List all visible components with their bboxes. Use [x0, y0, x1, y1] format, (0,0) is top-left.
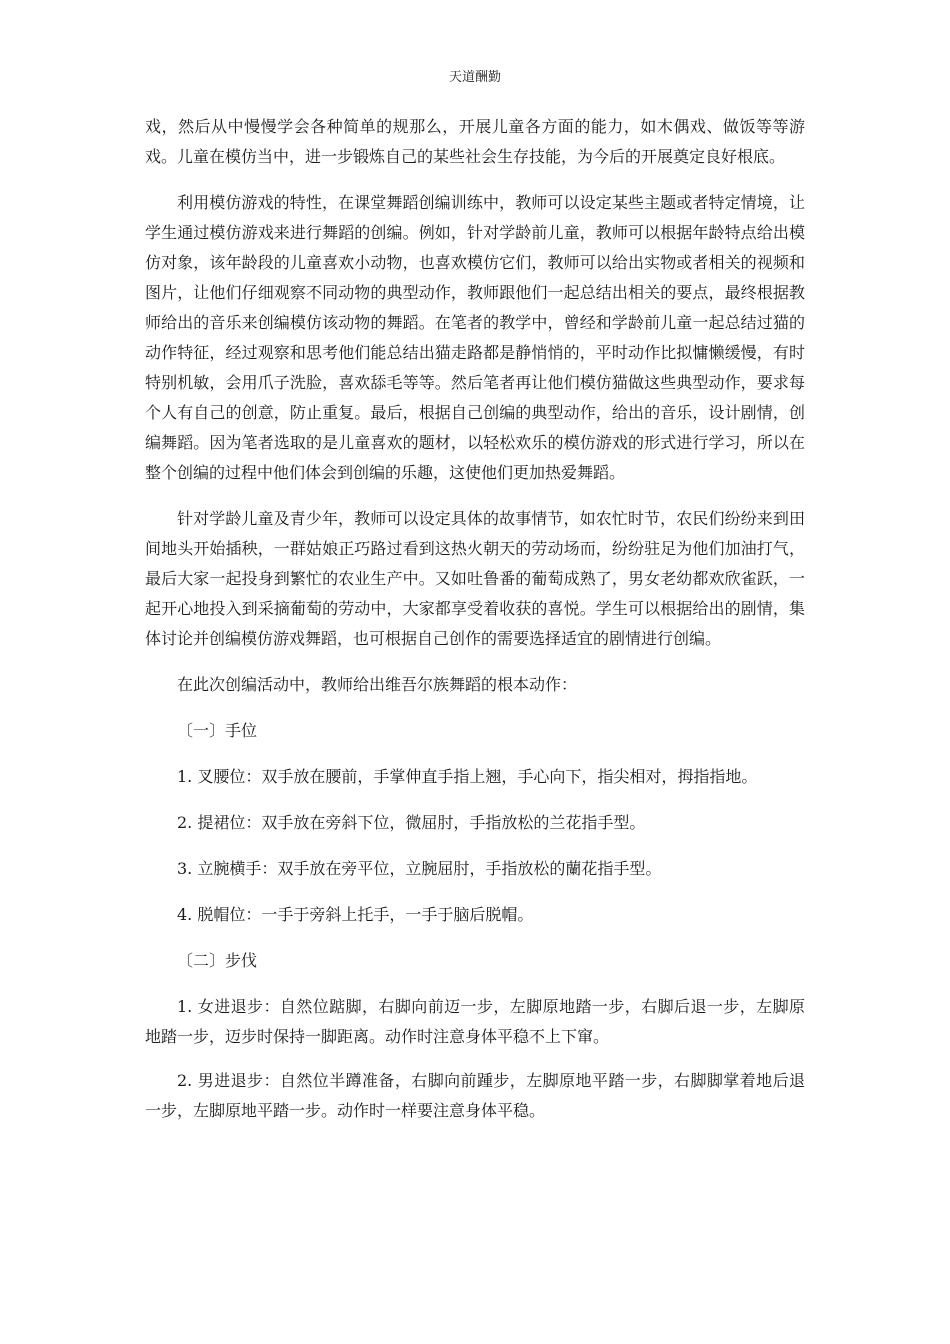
- section-heading-steps: 〔二〕步伐: [177, 951, 258, 970]
- document-body: [145, 112, 805, 1140]
- hand-position-item-4: 4. 脱帽位：一手于旁斜上托手，一手于脑后脱帽。: [177, 905, 534, 924]
- section-heading-hand-positions: 〔一〕手位: [177, 721, 258, 740]
- hand-position-item-2: 2. 提裙位：双手放在旁斜下位，微屈肘，手指放松的兰花指手型。: [177, 813, 646, 832]
- hand-position-item-1: 1. 叉腰位：双手放在腰前，手掌伸直手指上翘，手心向下，指尖相对，拇指指地。: [177, 767, 758, 786]
- hand-position-item-3: 3. 立腕横手：双手放在旁平位，立腕屈肘，手指放松的蘭花指手型。: [177, 859, 662, 878]
- step-item-1: 1. 女进退步：自然位踮脚，右脚向前迈一步，左脚原地踏一步，右脚后退一步，左脚原地踏一步，迈步时保持一脚距离。动作时注意身体平稳不上下窜。: [145, 997, 805, 1046]
- step-item-2: 2. 男进退步：自然位半蹲准备，右脚向前踵步，左脚原地平踏一步，右脚脚掌着地后退一步，左脚原地平踏一步。动作时一样要注意身体平稳。: [145, 1071, 805, 1120]
- paragraph-2: 利用模仿游戏的特性，在课堂舞蹈创编训练中，教师可以设定某些主题或者特定情境，让学生通过模仿游戏来进行舞蹈的创编。例如，针对学龄前儿童，教师可以根据年龄特点给出模仿对象，该年龄段的儿童喜欢小动物，也喜欢模仿它们，教师可以给出实物或者相关的视频和图片，让他们仔细观察不同动物的典型动作，教师跟他们一起总结出相关的要点，最终根据教师给出的音乐来创编模仿该动物的舞蹈。在笔者的教学中，曾经和学龄前儿童一起总结过猫的动作特征，经过观察和思考他们能总结出猫走路都是静悄悄的，平时动作比拟慵懒缓慢，有时特别机敏，会用爪子洗脸，喜欢舔毛等等。然后笔者再让他们模仿猫做这些典型动作，要求每个人有自己的创意，防止重复。最后，根据自己创编的典型动作，给出的音乐，设计剧情，创编舞蹈。因为笔者选取的是儿童喜欢的题材，以轻松欢乐的模仿游戏的形式进行学习，所以在整个创编的过程中他们体会到创编的乐趣，这使他们更加热爱舞蹈。: [145, 193, 805, 482]
- paragraph-1: 戏，然后从中慢慢学会各种简单的规那么，开展儿童各方面的能力，如木偶戏、做饭等等游戏。儿童在模仿当中，进一步锻炼自己的某些社会生存技能，为今后的开展奠定良好根底。: [145, 117, 805, 166]
- paragraph-3: 针对学龄儿童及青少年，教师可以设定具体的故事情节，如农忙时节，农民们纷纷来到田间地头开始插秧，一群姑娘正巧路过看到这热火朝天的劳动场而，纷纷驻足为他们加油打气，最后大家一起投身到繁忙的农业生产中。又如吐鲁番的葡萄成熟了，男女老幼都欢欣雀跃，一起开心地投入到采摘葡萄的劳动中，大家都享受着收获的喜悦。学生可以根据给出的剧情，集体讨论并创编模仿游戏舞蹈，也可根据自己创作的需要选择适宜的剧情进行创编。: [145, 509, 805, 648]
- page-header: 天道酬勤: [448, 70, 501, 85]
- paragraph-4: 在此次创编活动中，教师给出维吾尔族舞蹈的根本动作：: [177, 675, 578, 694]
